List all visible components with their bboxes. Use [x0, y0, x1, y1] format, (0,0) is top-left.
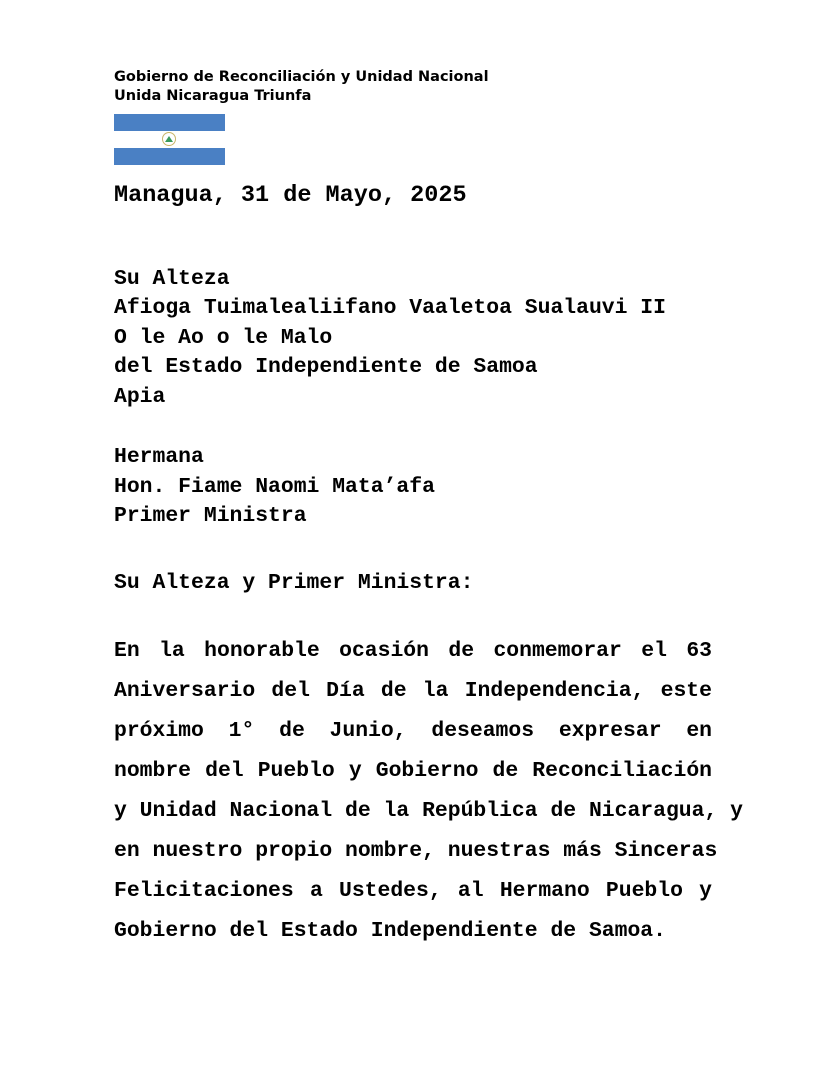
body-line: Felicitaciones a Ustedes, al Hermano Pueblo y [114, 879, 712, 903]
salutation: Su Alteza y Primer Ministra: [114, 571, 474, 595]
recipient-line: Apia [114, 385, 166, 409]
coat-of-arms-icon [162, 132, 176, 146]
body-line: y Unidad Nacional de la República de Nicaragua, y [114, 799, 743, 823]
letterhead-line-2: Unida Nicaragua Triunfa [114, 88, 312, 104]
recipient-line: Afioga Tuimalealiifano Vaaletoa Sualauvi II [114, 296, 666, 320]
body-line: En la honorable ocasión de conmemorar el 63 [114, 639, 712, 663]
recipient-line: Primer Ministra [114, 504, 307, 528]
letterhead-line-1: Gobierno de Reconciliación y Unidad Nacional [114, 69, 489, 85]
body-line: Aniversario del Día de la Independencia, este [114, 679, 712, 703]
recipient-line: Hon. Fiame Naomi Mata’afa [114, 475, 435, 499]
body-line: próximo 1° de Junio, deseamos expresar en [114, 719, 712, 743]
body-line: nombre del Pueblo y Gobierno de Reconciliación [114, 759, 712, 783]
body-line: en nuestro propio nombre, nuestras más Sinceras [114, 839, 718, 863]
body-line: Gobierno del Estado Independiente de Samoa. [114, 919, 666, 943]
recipient-line: O le Ao o le Malo [114, 326, 333, 350]
recipient-line: del Estado Independiente de Samoa [114, 355, 538, 379]
nicaragua-flag-icon [114, 114, 225, 165]
letter-date: Managua, 31 de Mayo, 2025 [114, 182, 467, 209]
recipient-line: Hermana [114, 445, 204, 469]
recipient-line: Su Alteza [114, 267, 230, 291]
